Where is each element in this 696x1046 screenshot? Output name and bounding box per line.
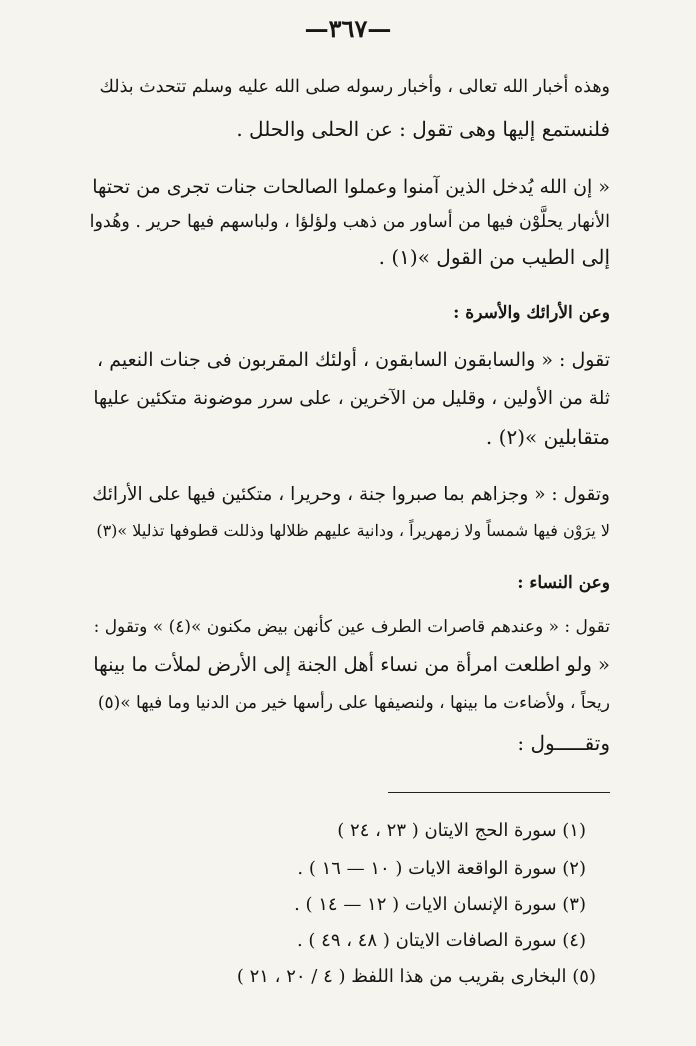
body-line: وهذه أخبار الله تعالى ، وأخبار رسوله صلى الله عليه وسلم تتحدث بذلك (99, 77, 610, 97)
footnote: (٤) سورة الصافات الايتان ( ٤٨ ، ٤٩ ) . (296, 930, 586, 951)
body-line: ريحاً ، ولأضاءت ما بينها ، ولنصيفها على رأسها خير من الدنيا وما فيها »(٥) (97, 693, 610, 713)
body-line: « ولو اطلعت امرأة من نساء أهل الجنة إلى الأرض لملأت ما بينها (93, 653, 610, 676)
footnote-divider (388, 792, 610, 793)
body-line: متقابلين »(٢) . (485, 425, 610, 449)
body-line: لا يرَوْن فيها شمساً ولا زمهريراً ، ودانية عليهم ظلالها وذللت قطوفها تذليلا »(٣) (96, 521, 610, 540)
body-line: فلنستمع إليها وهى تقول : عن الحلى والحلل . (236, 117, 610, 141)
body-line: إلى الطيب من القول »(١) . (378, 245, 610, 269)
body-line: تقول : « وعندهم قاصرات الطرف عين كأنهن بيض مكنون »(٤) » وتقول : (93, 617, 610, 637)
body-line: الأنهار يحلَّوْن فيها من أساور من ذهب ولؤلؤا ، ولباسهم فيها حرير . وهُدوا (89, 212, 610, 232)
page-number: —٣٦٧— (304, 14, 392, 43)
section-heading: وعن النساء : (517, 573, 610, 593)
body-line: تقول : « والسابقون السابقون ، أولئك المقربون فى جنات النعيم ، (97, 349, 610, 371)
body-line: وتقـــــول : (517, 731, 610, 755)
footnote: (٥) البخارى بقريب من هذا اللفظ ( ٤ / ٢٠ ، ٢١ ) (236, 966, 596, 987)
footnote: (٢) سورة الواقعة الايات ( ١٠ — ١٦ ) . (297, 858, 586, 879)
body-line: وتقول : « وجزاهم بما صبروا جنة ، وحريرا ، متكئين فيها على الأرائك (92, 484, 610, 505)
body-line: « إن الله يُدخل الذين آمنوا وعملوا الصالحات جنات تجرى من تحتها (92, 176, 610, 198)
section-heading: وعن الأرائك والأسرة : (453, 303, 610, 323)
footnote: (١) سورة الحج الايتان ( ٢٣ ، ٢٤ ) (337, 820, 586, 841)
body-line: ثلة من الأولين ، وقليل من الآخرين ، على سرر موضونة متكئين عليها (93, 388, 610, 409)
footnote: (٣) سورة الإنسان الايات ( ١٢ — ١٤ ) . (294, 894, 586, 915)
